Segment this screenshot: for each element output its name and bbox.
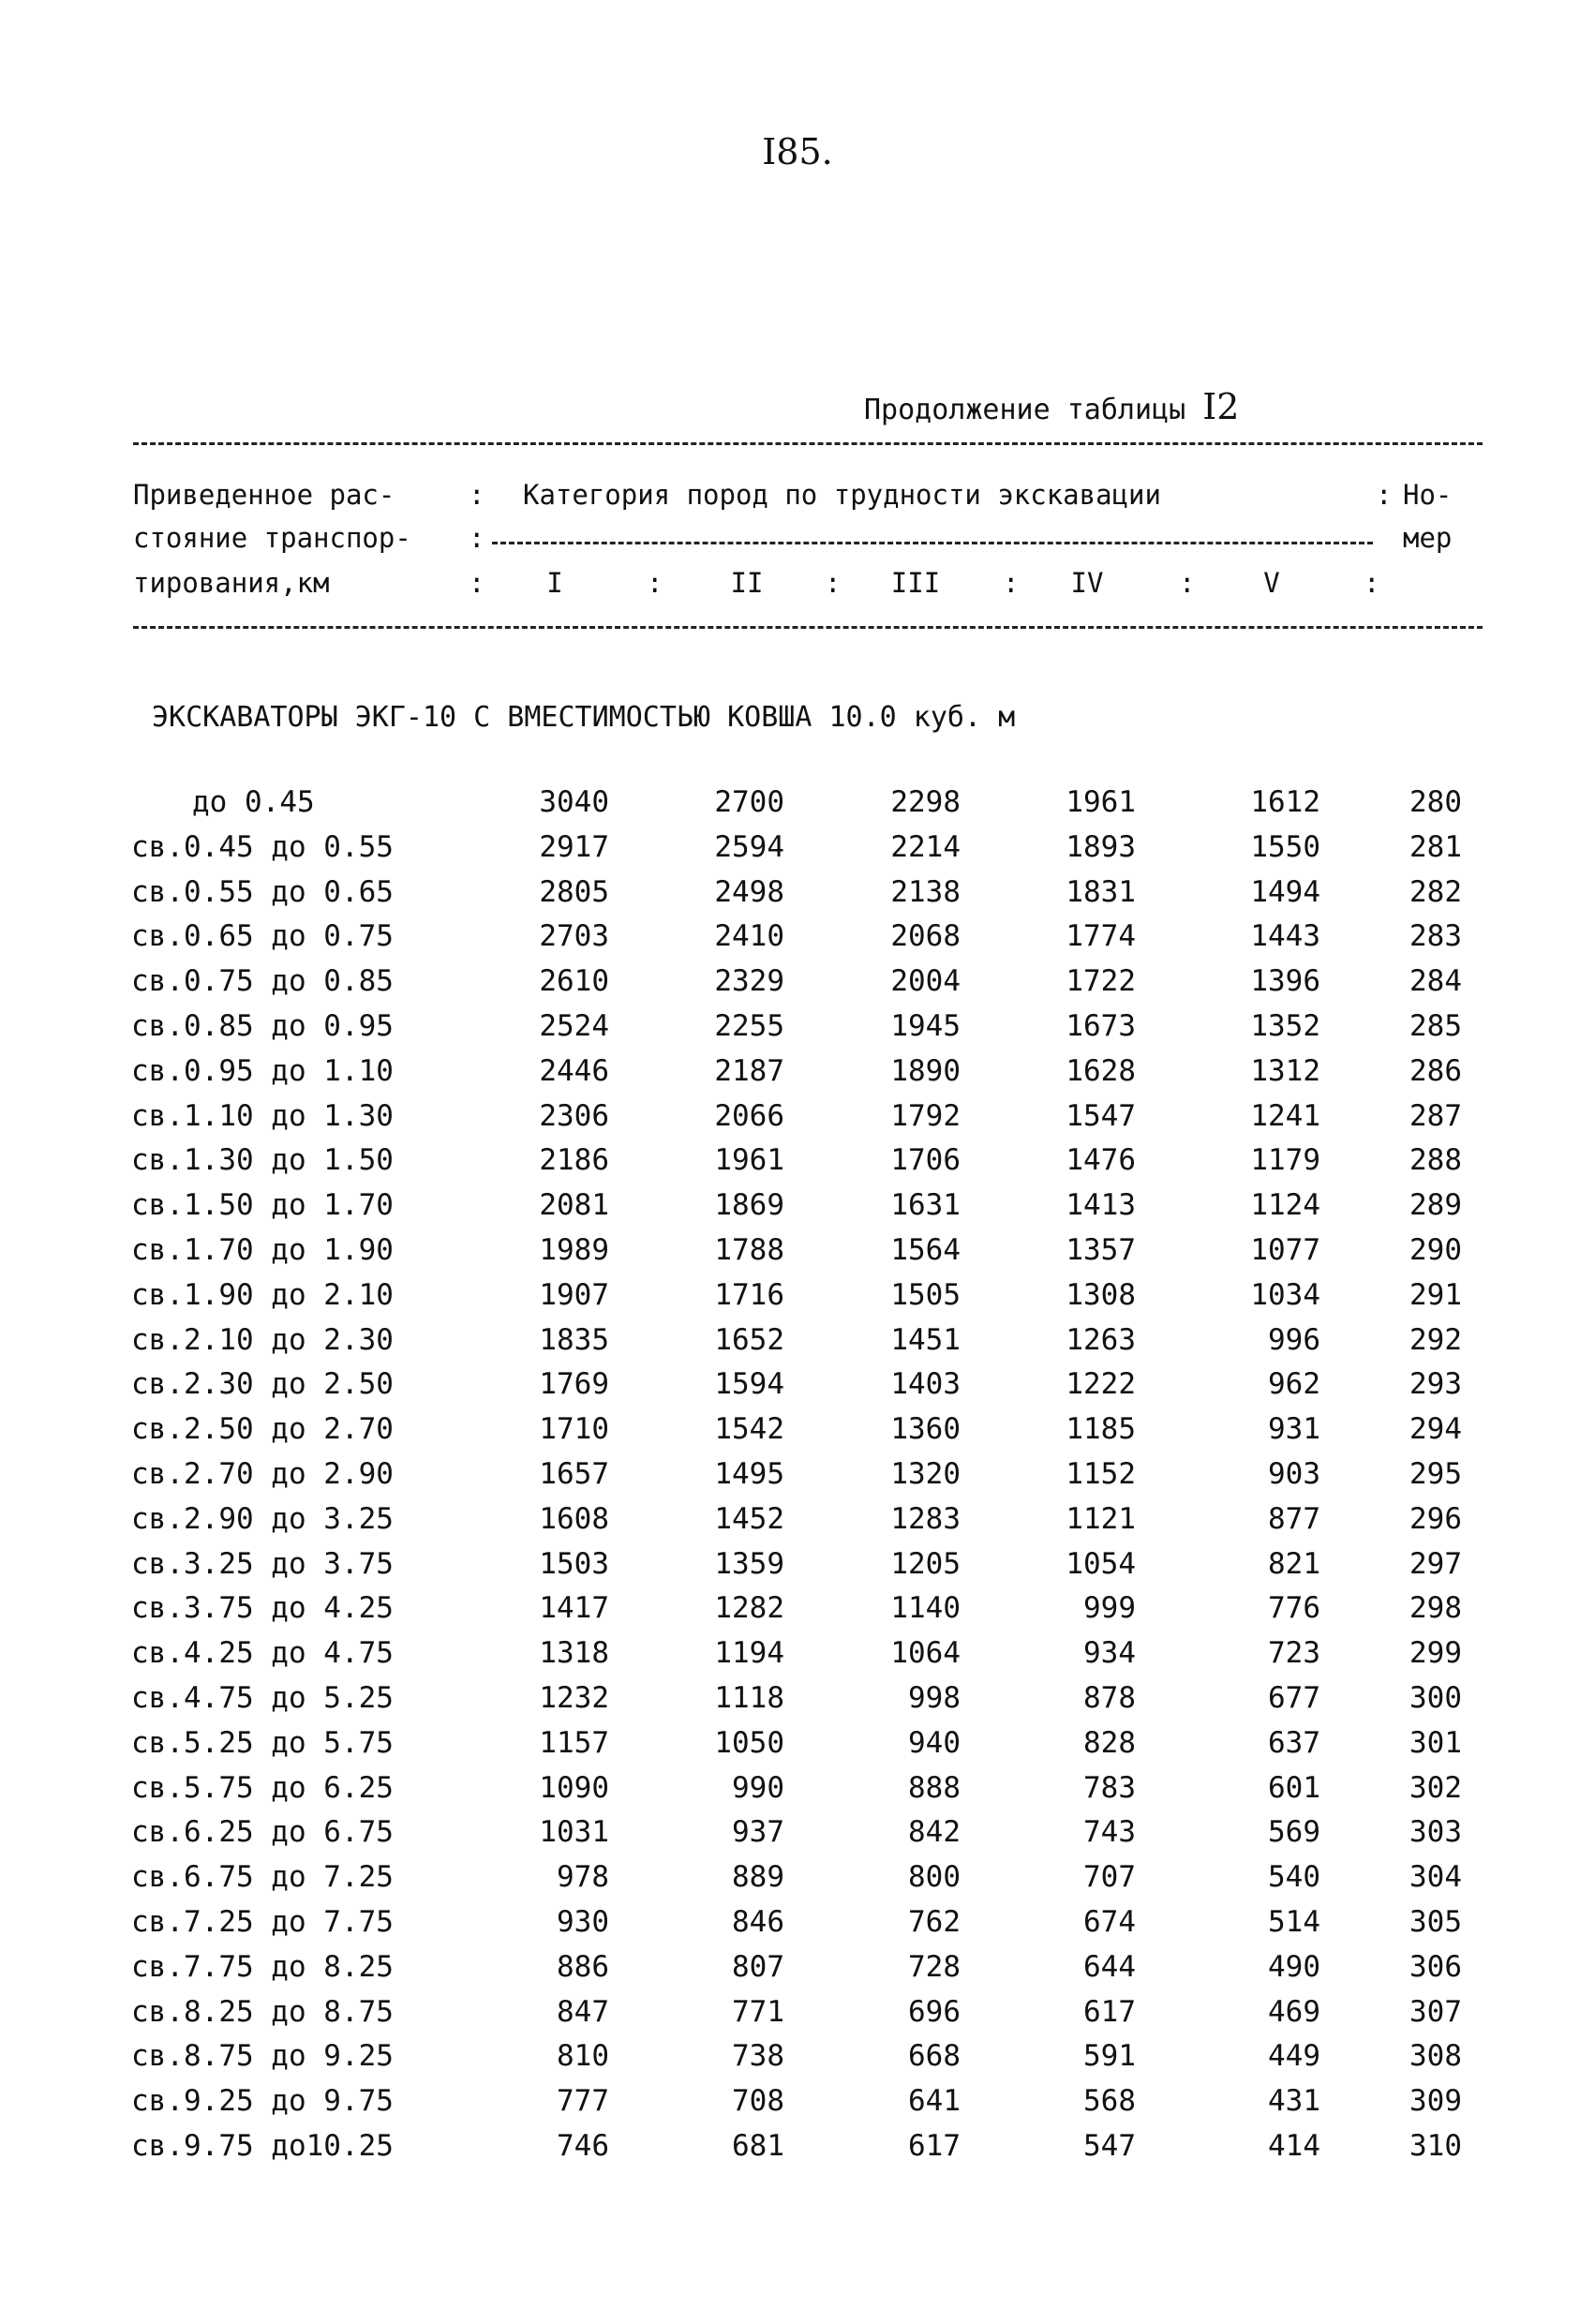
cell-category-3: 1205	[890, 1547, 961, 1581]
header-category-5: V	[1263, 567, 1280, 599]
table-row	[0, 875, 1595, 913]
table-row	[0, 1681, 1595, 1719]
cell-category-4: 743	[1083, 1815, 1136, 1849]
cell-category-5: 1443	[1250, 919, 1320, 953]
table-row	[0, 1323, 1595, 1361]
cell-number: 304	[1409, 1860, 1462, 1894]
table-row	[0, 1143, 1595, 1181]
cell-category-1: 1157	[539, 1726, 609, 1760]
cell-category-5: 490	[1268, 1950, 1320, 1984]
cell-category-2: 1716	[714, 1278, 784, 1312]
header-category-title: Категория пород по трудности экскавации	[523, 479, 1161, 511]
cell-category-5: 903	[1268, 1457, 1320, 1491]
cell-category-4: 591	[1083, 2039, 1136, 2073]
cell-category-4: 1774	[1066, 919, 1136, 953]
cell-category-1: 746	[557, 2129, 609, 2163]
cell-category-4: 1673	[1066, 1009, 1136, 1043]
header-col1-line3: тирования,км	[133, 567, 330, 599]
header-separator: :	[1364, 567, 1380, 599]
cell-category-4: 674	[1083, 1905, 1136, 1939]
row-distance-label: св.7.75 до 8.25	[131, 1950, 394, 1984]
row-distance-label: св.0.45 до 0.55	[131, 830, 394, 864]
cell-category-4: 644	[1083, 1950, 1136, 1984]
cell-category-2: 1652	[714, 1323, 784, 1357]
header-col1-line2: стояние транспор-	[133, 522, 411, 554]
row-distance-label: св.3.25 до 3.75	[131, 1547, 394, 1581]
cell-category-1: 2186	[539, 1143, 609, 1177]
header-separator: :	[469, 567, 485, 599]
cell-number: 307	[1409, 1995, 1462, 2029]
cell-category-2: 2187	[714, 1054, 784, 1088]
cell-category-3: 940	[908, 1726, 961, 1760]
cell-category-4: 1476	[1066, 1143, 1136, 1177]
row-distance-label: св.0.85 до 0.95	[131, 1009, 394, 1043]
cell-category-3: 2214	[890, 830, 961, 864]
cell-category-3: 1140	[890, 1591, 961, 1625]
cell-category-5: 723	[1268, 1636, 1320, 1670]
cell-category-2: 1282	[714, 1591, 784, 1625]
cell-category-1: 930	[557, 1905, 609, 1939]
cell-number: 297	[1409, 1547, 1462, 1581]
cell-category-2: 1118	[714, 1681, 784, 1715]
cell-category-3: 1505	[890, 1278, 961, 1312]
cell-category-2: 990	[732, 1771, 784, 1805]
row-distance-label: св.1.10 до 1.30	[131, 1099, 394, 1133]
row-distance-label: св.9.75 до10.25	[131, 2129, 394, 2163]
header-bottom-rule	[133, 626, 1483, 629]
cell-category-3: 1792	[890, 1099, 961, 1133]
cell-category-5: 931	[1268, 1412, 1320, 1446]
row-distance-label: св.7.25 до 7.75	[131, 1905, 394, 1939]
cell-category-3: 842	[908, 1815, 961, 1849]
cell-category-4: 1185	[1066, 1412, 1136, 1446]
row-distance-label: св.1.90 до 2.10	[131, 1278, 394, 1312]
table-row	[0, 1636, 1595, 1674]
cell-category-2: 1495	[714, 1457, 784, 1491]
table-row	[0, 1412, 1595, 1450]
cell-category-3: 1890	[890, 1054, 961, 1088]
cell-category-4: 568	[1083, 2084, 1136, 2118]
cell-category-5: 514	[1268, 1905, 1320, 1939]
header-separator: :	[1376, 479, 1393, 511]
cell-category-5: 1612	[1250, 785, 1320, 819]
cell-category-1: 2081	[539, 1188, 609, 1222]
cell-category-3: 1945	[890, 1009, 961, 1043]
cell-category-2: 807	[732, 1950, 784, 1984]
cell-category-3: 696	[908, 1995, 961, 2029]
cell-category-2: 771	[732, 1995, 784, 2029]
cell-category-1: 1090	[539, 1771, 609, 1805]
cell-category-5: 877	[1268, 1502, 1320, 1536]
cell-category-3: 1631	[890, 1188, 961, 1222]
header-divider	[492, 542, 1373, 544]
cell-number: 294	[1409, 1412, 1462, 1446]
row-distance-label: св.2.50 до 2.70	[131, 1412, 394, 1446]
table-row	[0, 1502, 1595, 1540]
cell-category-4: 878	[1083, 1681, 1136, 1715]
table-row	[0, 1278, 1595, 1316]
cell-number: 302	[1409, 1771, 1462, 1805]
cell-number: 291	[1409, 1278, 1462, 1312]
cell-number: 296	[1409, 1502, 1462, 1536]
cell-category-2: 1869	[714, 1188, 784, 1222]
cell-number: 308	[1409, 2039, 1462, 2073]
cell-category-3: 2298	[890, 785, 961, 819]
table-row	[0, 1860, 1595, 1898]
cell-category-5: 1550	[1250, 830, 1320, 864]
caption-text: Продолжение таблицы	[864, 394, 1186, 426]
cell-category-3: 800	[908, 1860, 961, 1894]
cell-category-5: 1396	[1250, 964, 1320, 998]
cell-category-3: 2138	[890, 875, 961, 909]
cell-category-2: 738	[732, 2039, 784, 2073]
cell-category-5: 540	[1268, 1860, 1320, 1894]
cell-category-2: 937	[732, 1815, 784, 1849]
cell-number: 292	[1409, 1323, 1462, 1357]
row-distance-label: св.2.70 до 2.90	[131, 1457, 394, 1491]
cell-category-2: 2066	[714, 1099, 784, 1133]
row-distance-label: св.1.70 до 1.90	[131, 1233, 394, 1267]
cell-category-4: 707	[1083, 1860, 1136, 1894]
cell-category-1: 2524	[539, 1009, 609, 1043]
cell-category-2: 1542	[714, 1412, 784, 1446]
cell-category-5: 1352	[1250, 1009, 1320, 1043]
cell-category-4: 1357	[1066, 1233, 1136, 1267]
row-distance-label: св.0.95 до 1.10	[131, 1054, 394, 1088]
cell-category-1: 1608	[539, 1502, 609, 1536]
cell-category-3: 1320	[890, 1457, 961, 1491]
table-row	[0, 919, 1595, 957]
cell-category-3: 617	[908, 2129, 961, 2163]
cell-number: 306	[1409, 1950, 1462, 1984]
row-distance-label: св.8.75 до 9.25	[131, 2039, 394, 2073]
cell-category-3: 728	[908, 1950, 961, 1984]
cell-category-1: 1318	[539, 1636, 609, 1670]
cell-category-4: 1628	[1066, 1054, 1136, 1088]
cell-category-2: 1594	[714, 1367, 784, 1401]
cell-category-4: 1722	[1066, 964, 1136, 998]
cell-category-2: 2700	[714, 785, 784, 819]
cell-category-1: 1835	[539, 1323, 609, 1357]
cell-category-4: 1308	[1066, 1278, 1136, 1312]
cell-category-4: 1893	[1066, 830, 1136, 864]
table-row	[0, 1099, 1595, 1137]
row-distance-label: св.0.55 до 0.65	[131, 875, 394, 909]
cell-category-1: 777	[557, 2084, 609, 2118]
header-separator: :	[647, 567, 663, 599]
row-distance-label: св.1.50 до 1.70	[131, 1188, 394, 1222]
header-separator: :	[1003, 567, 1020, 599]
row-distance-label: до 0.45	[192, 785, 315, 819]
cell-category-3: 762	[908, 1905, 961, 1939]
cell-category-5: 996	[1268, 1323, 1320, 1357]
cell-category-2: 1788	[714, 1233, 784, 1267]
cell-number: 309	[1409, 2084, 1462, 2118]
cell-category-5: 1034	[1250, 1278, 1320, 1312]
row-distance-label: св.5.75 до 6.25	[131, 1771, 394, 1805]
cell-number: 293	[1409, 1367, 1462, 1401]
table-row	[0, 1905, 1595, 1943]
cell-category-4: 617	[1083, 1995, 1136, 2029]
cell-category-1: 886	[557, 1950, 609, 1984]
cell-number: 281	[1409, 830, 1462, 864]
cell-category-3: 1064	[890, 1636, 961, 1670]
cell-category-4: 547	[1083, 2129, 1136, 2163]
cell-number: 301	[1409, 1726, 1462, 1760]
cell-number: 310	[1409, 2129, 1462, 2163]
cell-category-1: 1769	[539, 1367, 609, 1401]
cell-category-4: 1263	[1066, 1323, 1136, 1357]
row-distance-label: св.2.90 до 3.25	[131, 1502, 394, 1536]
cell-category-2: 846	[732, 1905, 784, 1939]
table-row	[0, 1591, 1595, 1629]
cell-category-5: 821	[1268, 1547, 1320, 1581]
cell-category-1: 1417	[539, 1591, 609, 1625]
cell-category-1: 1232	[539, 1681, 609, 1715]
cell-category-3: 1451	[890, 1323, 961, 1357]
header-category-2: II	[730, 567, 764, 599]
cell-category-4: 1831	[1066, 875, 1136, 909]
cell-category-5: 1312	[1250, 1054, 1320, 1088]
cell-category-2: 889	[732, 1860, 784, 1894]
cell-category-3: 998	[908, 1681, 961, 1715]
cell-category-2: 681	[732, 2129, 784, 2163]
header-number-line1: Но-	[1403, 479, 1453, 511]
cell-category-4: 1152	[1066, 1457, 1136, 1491]
table-row	[0, 1815, 1595, 1853]
cell-number: 283	[1409, 919, 1462, 953]
cell-category-5: 1124	[1250, 1188, 1320, 1222]
cell-category-1: 2805	[539, 875, 609, 909]
row-distance-label: св.3.75 до 4.25	[131, 1591, 394, 1625]
cell-category-5: 776	[1268, 1591, 1320, 1625]
cell-number: 298	[1409, 1591, 1462, 1625]
row-distance-label: св.4.75 до 5.25	[131, 1681, 394, 1715]
cell-category-1: 1657	[539, 1457, 609, 1491]
table-row	[0, 1950, 1595, 1988]
cell-category-2: 708	[732, 2084, 784, 2118]
cell-category-2: 1050	[714, 1726, 784, 1760]
row-distance-label: св.4.25 до 4.75	[131, 1636, 394, 1670]
cell-category-3: 2004	[890, 964, 961, 998]
table-row	[0, 1457, 1595, 1495]
cell-number: 286	[1409, 1054, 1462, 1088]
row-distance-label: св.6.25 до 6.75	[131, 1815, 394, 1849]
cell-category-5: 469	[1268, 1995, 1320, 2029]
header-separator: :	[469, 522, 485, 554]
cell-category-5: 1179	[1250, 1143, 1320, 1177]
table-row	[0, 2039, 1595, 2077]
cell-category-5: 414	[1268, 2129, 1320, 2163]
row-distance-label: св.5.25 до 5.75	[131, 1726, 394, 1760]
cell-category-5: 569	[1268, 1815, 1320, 1849]
cell-number: 290	[1409, 1233, 1462, 1267]
cell-category-5: 1077	[1250, 1233, 1320, 1267]
cell-category-5: 601	[1268, 1771, 1320, 1805]
cell-category-4: 934	[1083, 1636, 1136, 1670]
cell-category-5: 431	[1268, 2084, 1320, 2118]
cell-category-1: 1989	[539, 1233, 609, 1267]
cell-number: 288	[1409, 1143, 1462, 1177]
header-category-4: IV	[1070, 567, 1104, 599]
cell-number: 282	[1409, 875, 1462, 909]
header-separator: :	[1179, 567, 1196, 599]
cell-number: 287	[1409, 1099, 1462, 1133]
cell-category-2: 1359	[714, 1547, 784, 1581]
row-distance-label: св.1.30 до 1.50	[131, 1143, 394, 1177]
cell-category-1: 810	[557, 2039, 609, 2073]
cell-category-2: 2498	[714, 875, 784, 909]
table-row	[0, 2084, 1595, 2122]
cell-category-3: 1403	[890, 1367, 961, 1401]
cell-category-4: 783	[1083, 1771, 1136, 1805]
cell-category-2: 1194	[714, 1636, 784, 1670]
cell-category-4: 1222	[1066, 1367, 1136, 1401]
row-distance-label: св.2.10 до 2.30	[131, 1323, 394, 1357]
cell-category-1: 1503	[539, 1547, 609, 1581]
row-distance-label: св.0.75 до 0.85	[131, 964, 394, 998]
row-distance-label: св.6.75 до 7.25	[131, 1860, 394, 1894]
header-category-1: I	[546, 567, 563, 599]
cell-category-3: 1283	[890, 1502, 961, 1536]
cell-category-2: 2594	[714, 830, 784, 864]
row-distance-label: св.8.25 до 8.75	[131, 1995, 394, 2029]
cell-category-4: 1054	[1066, 1547, 1136, 1581]
row-distance-label: св.0.65 до 0.75	[131, 919, 394, 953]
cell-number: 295	[1409, 1457, 1462, 1491]
cell-number: 280	[1409, 785, 1462, 819]
table-row	[0, 1233, 1595, 1271]
cell-category-3: 888	[908, 1771, 961, 1805]
cell-number: 299	[1409, 1636, 1462, 1670]
cell-category-1: 1710	[539, 1412, 609, 1446]
page-number: I85.	[762, 131, 833, 172]
table-row	[0, 1547, 1595, 1585]
table-row	[0, 2129, 1595, 2167]
row-distance-label: св.9.25 до 9.75	[131, 2084, 394, 2118]
cell-category-3: 1706	[890, 1143, 961, 1177]
cell-category-2: 1961	[714, 1143, 784, 1177]
cell-category-2: 2255	[714, 1009, 784, 1043]
cell-number: 284	[1409, 964, 1462, 998]
cell-category-2: 2410	[714, 919, 784, 953]
cell-category-4: 1961	[1066, 785, 1136, 819]
table-row	[0, 785, 1595, 823]
cell-category-1: 3040	[539, 785, 609, 819]
table-row	[0, 1054, 1595, 1092]
cell-category-1: 1907	[539, 1278, 609, 1312]
table-row	[0, 1188, 1595, 1226]
cell-category-1: 847	[557, 1995, 609, 2029]
header-number-line2: мер	[1403, 522, 1453, 554]
cell-category-5: 449	[1268, 2039, 1320, 2073]
cell-number: 289	[1409, 1188, 1462, 1222]
cell-category-5: 637	[1268, 1726, 1320, 1760]
cell-category-3: 2068	[890, 919, 961, 953]
cell-number: 305	[1409, 1905, 1462, 1939]
cell-category-3: 1564	[890, 1233, 961, 1267]
cell-category-1: 2610	[539, 964, 609, 998]
cell-category-5: 677	[1268, 1681, 1320, 1715]
top-rule	[133, 442, 1483, 445]
cell-category-3: 641	[908, 2084, 961, 2118]
header-category-3: III	[890, 567, 941, 599]
cell-category-1: 2917	[539, 830, 609, 864]
table-row	[0, 830, 1595, 868]
section-title: ЭКСКАВАТОРЫ ЭКГ-10 С ВМЕСТИМОСТЬЮ КОВША 10.0 куб. м	[152, 701, 1016, 734]
cell-category-4: 1413	[1066, 1188, 1136, 1222]
table-row	[0, 1367, 1595, 1405]
table-row	[0, 964, 1595, 1002]
table-row	[0, 1995, 1595, 2033]
cell-category-5: 1241	[1250, 1099, 1320, 1133]
cell-category-3: 1360	[890, 1412, 961, 1446]
table-caption	[864, 386, 1239, 427]
header-col1-line1: Приведенное рас-	[133, 479, 395, 511]
cell-category-4: 999	[1083, 1591, 1136, 1625]
cell-category-4: 1121	[1066, 1502, 1136, 1536]
cell-category-3: 668	[908, 2039, 961, 2073]
cell-category-1: 978	[557, 1860, 609, 1894]
table-row	[0, 1726, 1595, 1764]
cell-category-2: 2329	[714, 964, 784, 998]
cell-category-1: 1031	[539, 1815, 609, 1849]
cell-category-1: 2703	[539, 919, 609, 953]
cell-number: 285	[1409, 1009, 1462, 1043]
cell-category-4: 828	[1083, 1726, 1136, 1760]
cell-category-4: 1547	[1066, 1099, 1136, 1133]
cell-category-1: 2446	[539, 1054, 609, 1088]
caption-number: I2	[1202, 386, 1240, 427]
cell-number: 300	[1409, 1681, 1462, 1715]
header-separator: :	[825, 567, 842, 599]
cell-category-5: 1494	[1250, 875, 1320, 909]
cell-category-1: 2306	[539, 1099, 609, 1133]
table-row	[0, 1009, 1595, 1047]
header-separator: :	[469, 479, 485, 511]
row-distance-label: св.2.30 до 2.50	[131, 1367, 394, 1401]
cell-number: 303	[1409, 1815, 1462, 1849]
table-row	[0, 1771, 1595, 1809]
cell-category-5: 962	[1268, 1367, 1320, 1401]
cell-category-2: 1452	[714, 1502, 784, 1536]
